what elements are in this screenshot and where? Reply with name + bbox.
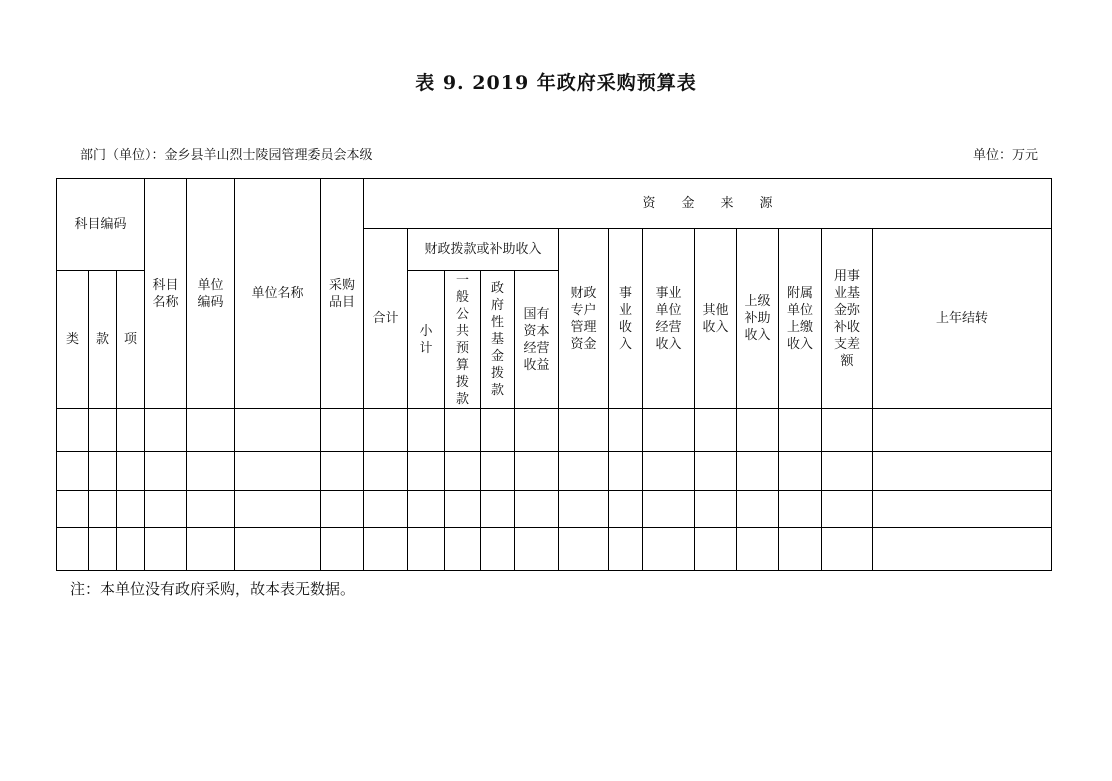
procurement-budget-table xyxy=(56,178,1052,571)
header-total: 合计 xyxy=(364,229,408,409)
header-unit-code: 单位编码 xyxy=(187,179,235,409)
header-general-budget: 一般公共预算拨款 xyxy=(445,271,481,409)
unit-label: 单位：万元 xyxy=(972,148,1038,163)
header-fiscal-group: 财政拨款或补助收入 xyxy=(408,229,559,271)
header-fund-balance: 用事业基金弥补收支差额 xyxy=(822,229,873,409)
header-funding-source: 资金来源 xyxy=(364,179,1052,229)
table-row xyxy=(57,528,1052,571)
header-other-income: 其他收入 xyxy=(695,229,737,409)
header-xiang: 项 xyxy=(117,271,145,409)
header-gov-fund: 政府性基金拨款 xyxy=(481,271,515,409)
header-subject-name: 科目名称 xyxy=(145,179,187,409)
department-label: 部门（单位）：金乡县羊山烈士陵园管理委员会本级 xyxy=(80,148,373,163)
footnote: 注：本单位没有政府采购，故本表无数据。 xyxy=(70,580,356,598)
header-prior-year: 上年结转 xyxy=(873,229,1052,409)
table-row xyxy=(57,491,1052,528)
table-row xyxy=(57,409,1052,452)
header-business-operating: 事业单位经营收入 xyxy=(643,229,695,409)
header-state-capital: 国有资本经营收益 xyxy=(515,271,559,409)
header-subtotal: 小计 xyxy=(408,271,445,409)
header-kuan: 款 xyxy=(89,271,117,409)
header-superior-subsidy: 上级补助收入 xyxy=(737,229,779,409)
header-subject-code: 科目编码 xyxy=(57,179,145,271)
header-procurement-item: 采购品目 xyxy=(321,179,364,409)
page-title: 表 9. 2019 年政府采购预算表 xyxy=(415,72,697,94)
header-lei: 类 xyxy=(57,271,89,409)
header-business-income: 事业收入 xyxy=(609,229,643,409)
header-affiliated: 附属单位上缴收入 xyxy=(779,229,822,409)
header-fiscal-special: 财政专户管理资金 xyxy=(559,229,609,409)
header-unit-name: 单位名称 xyxy=(235,179,321,409)
table-row xyxy=(57,452,1052,491)
